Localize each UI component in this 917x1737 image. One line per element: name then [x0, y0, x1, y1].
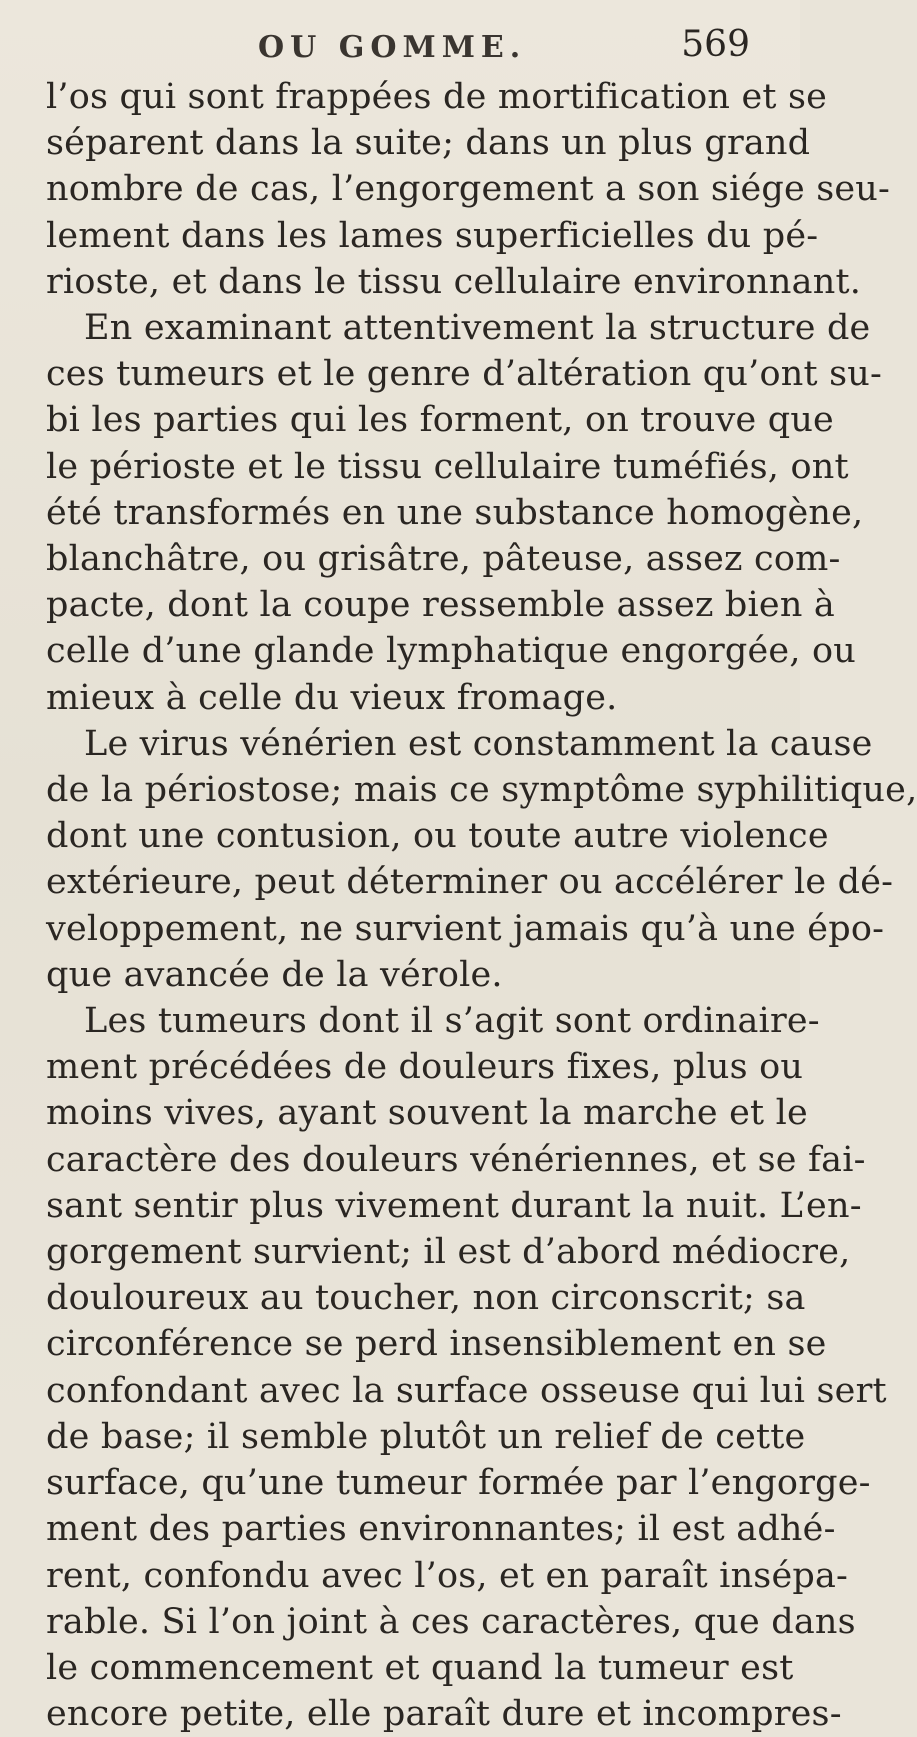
text-line: de base; il semble plutôt un relief de cette [46, 1416, 806, 1457]
text-line: extérieure, peut déterminer ou accélérer le dé- [46, 862, 894, 903]
text-line: ces tumeurs et le genre d’altération qu’ont su- [46, 354, 883, 395]
paragraph [46, 721, 917, 998]
text-line: que avancée de la vérole. [46, 954, 503, 995]
text-line: Le virus vénérien est constamment la cause [84, 723, 873, 764]
body-text [46, 74, 917, 1737]
text-line: mieux à celle du vieux fromage. [46, 677, 618, 718]
text-line: ment des parties environnantes; il est adhé- [46, 1509, 836, 1550]
text-line: confondant avec la surface osseuse qui lui sert [46, 1370, 887, 1411]
text-line: de la périostose; mais ce symptôme syphilitique, [46, 770, 917, 811]
text-line: veloppement, ne survient jamais qu’à une épo- [46, 908, 885, 949]
paragraph [46, 998, 887, 1737]
text-line: gorgement survient; il est d’abord médiocre, [46, 1232, 851, 1273]
text-line: l’os qui sont frappées de mortification et se [46, 77, 828, 117]
running-head [46, 18, 750, 74]
text-line: caractère des douleurs vénériennes, et se fai- [46, 1139, 866, 1180]
text-line: rent, confondu avec l’os, et en paraît insépa- [46, 1555, 849, 1596]
text-line: encore petite, elle paraît dure et incompres- [46, 1694, 842, 1735]
running-title: OU GOMME. [258, 30, 527, 65]
text-line: nombre de cas, l’engorgement a son siége seu- [46, 169, 891, 210]
text-line: le périoste et le tissu cellulaire tuméfiés, ont [46, 446, 849, 487]
text-line: bi les parties qui les forment, on trouve que [46, 400, 834, 441]
text-line: blanchâtre, ou grisâtre, pâteuse, assez com- [46, 539, 841, 580]
text-line: celle d’une glande lymphatique engorgée, ou [46, 631, 857, 672]
text-line: circonférence se perd insensiblement en se [46, 1324, 827, 1365]
text-line: rable. Si l’on joint à ces caractères, que dans [46, 1601, 856, 1642]
text-line: rioste, et dans le tissu cellulaire environnant. [46, 261, 862, 302]
text-line: En examinant attentivement la structure de [84, 308, 871, 349]
text-line: surface, qu’une tumeur formée par l’engorge- [46, 1463, 871, 1504]
text-line: moins vives, ayant souvent la marche et le [46, 1093, 808, 1134]
text-line: lement dans les lames superficielles du pé- [46, 215, 819, 256]
text-line: Les tumeurs dont il s’agit sont ordinaire- [84, 1001, 820, 1042]
text-line: séparent dans la suite; dans un plus grand [46, 123, 811, 164]
text-line: été transformés en une substance homogène, [46, 492, 864, 533]
paragraph [46, 74, 891, 305]
page-number: 569 [681, 24, 750, 65]
text-line: sant sentir plus vivement durant la nuit. L’en- [46, 1185, 862, 1226]
text-line: ment précédées de douleurs fixes, plus ou [46, 1047, 804, 1088]
text-line: dont une contusion, ou toute autre violence [46, 816, 829, 857]
text-line: douloureux au toucher, non circonscrit; sa [46, 1278, 806, 1319]
paragraph [46, 305, 883, 721]
text-line: pacte, dont la coupe ressemble assez bien à [46, 585, 835, 626]
text-line: le commencement et quand la tumeur est [46, 1647, 794, 1688]
